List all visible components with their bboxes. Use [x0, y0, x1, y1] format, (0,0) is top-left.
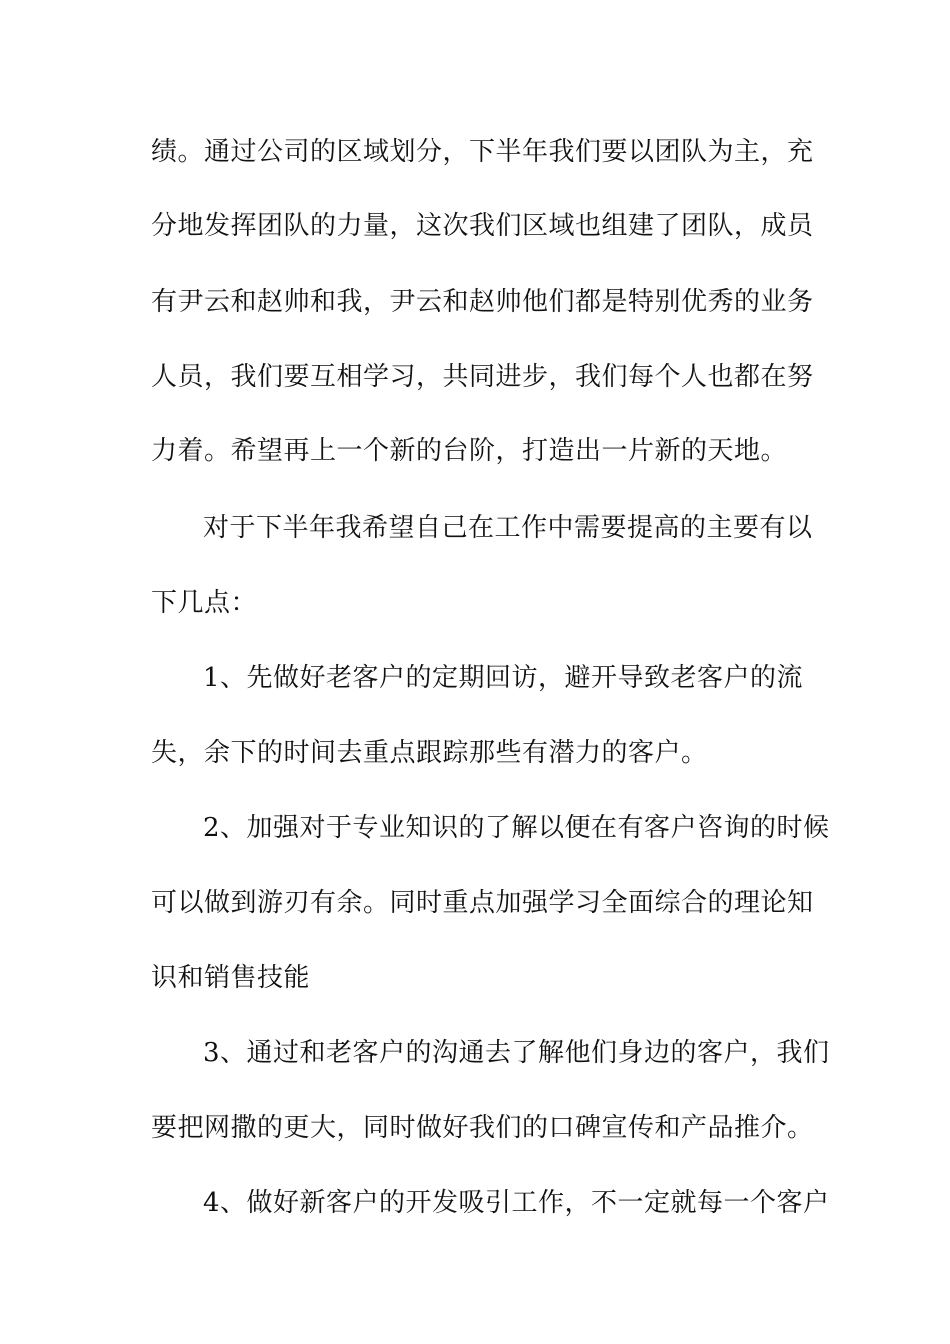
text-line: 力着。希望再上一个新的台阶，打造出一片新的天地。 [151, 436, 788, 466]
list-item-1-line: 1、先做好老客户的定期回访，避开导致老客户的流 [203, 663, 804, 693]
text-line: 有尹云和赵帅和我，尹云和赵帅他们都是特别优秀的业务 [151, 287, 814, 317]
list-item-4-line: 4、做好新客户的开发吸引工作，不一定就每一个客户 [203, 1188, 830, 1218]
list-item-3-line: 3、通过和老客户的沟通去了解他们身边的客户，我们 [203, 1038, 830, 1068]
text-line: 分地发挥团队的力量，这次我们区域也组建了团队，成员 [151, 211, 814, 241]
list-item-2-line: 2、加强对于专业知识的了解以便在有客户咨询的时候 [203, 813, 830, 843]
text-line: 失，余下的时间去重点跟踪那些有潜力的客户。 [151, 738, 708, 768]
text-line: 人员，我们要互相学习，共同进步，我们每个人也都在努 [151, 362, 814, 392]
text-line: 绩。通过公司的区域划分，下半年我们要以团队为主，充 [151, 137, 814, 167]
text-line: 可以做到游刃有余。同时重点加强学习全面综合的理论知 [151, 888, 814, 918]
paragraph-start-line: 对于下半年我希望自己在工作中需要提高的主要有以 [203, 513, 813, 543]
text-line: 识和销售技能 [151, 963, 311, 993]
text-line: 要把网撒的更大，同时做好我们的口碑宣传和产品推介。 [151, 1113, 814, 1143]
text-line: 下几点： [151, 588, 258, 618]
